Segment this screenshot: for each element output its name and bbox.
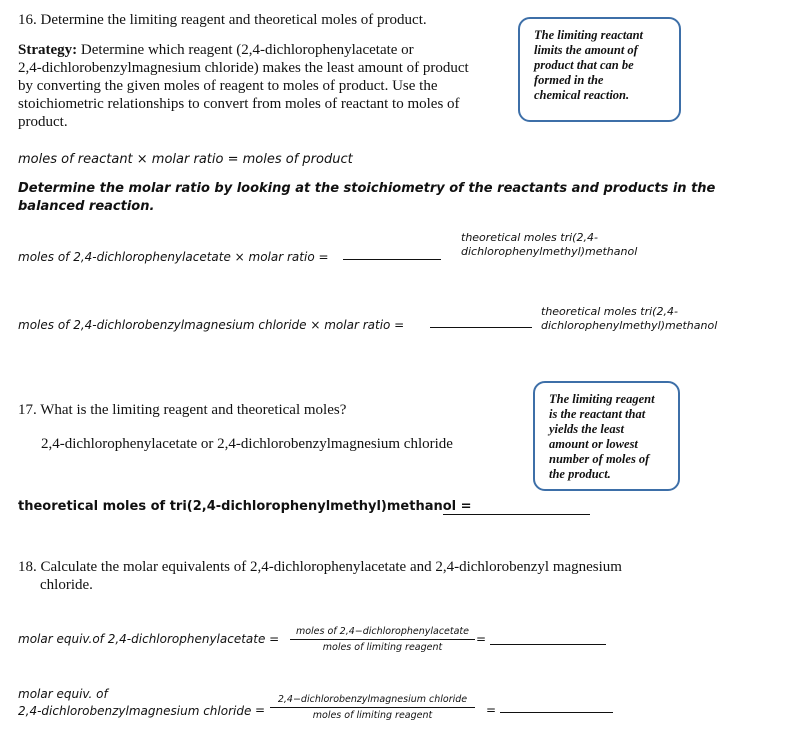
fraction-numerator: moles of 2,4−dichlorophenylacetate	[290, 626, 475, 640]
note-line: The limiting reagent	[549, 392, 655, 406]
q17-choices: 2,4-dichlorophenylacetate or 2,4-dichlorobenzylmagnesium chloride	[41, 436, 453, 452]
q18-title-line: chloride.	[40, 577, 93, 593]
instruction-line: balanced reaction.	[18, 199, 155, 214]
instruction-line: Determine the molar ratio by looking at the stoichiometry of the reactants and products in the	[18, 181, 716, 196]
eq-left-line: 2,4-dichlorobenzylmagnesium chloride	[18, 704, 252, 718]
eq-left-line: molar equiv. of	[18, 687, 108, 701]
q18-eq2-fraction	[270, 694, 475, 721]
note-line: formed in the	[534, 73, 604, 87]
q16-eq2-label	[541, 305, 717, 333]
strategy-label: Strategy:	[18, 42, 78, 58]
note-line: amount or lowest	[549, 437, 638, 451]
fraction-denominator: moles of limiting reagent	[322, 642, 443, 653]
note-line: the product.	[549, 467, 611, 481]
strategy-line: product.	[18, 114, 68, 130]
strategy-line: stoichiometric relationships to convert from moles of reactant to moles of	[18, 96, 460, 112]
q18-eq1-fraction	[290, 626, 475, 653]
strategy-line: Determine which reagent (2,4-dichlorophenylacetate or	[80, 42, 414, 58]
q16-strategy	[18, 41, 508, 131]
q18-title	[18, 558, 768, 594]
fraction-numerator: 2,4−dichlorobenzylmagnesium chloride	[270, 694, 475, 708]
q16-eq1-label	[461, 231, 637, 259]
q18-eq2-answer-blank[interactable]	[500, 712, 613, 713]
q16-eq1-answer-blank[interactable]	[343, 259, 441, 260]
eq-label-line: theoretical moles tri(2,4-	[541, 305, 678, 318]
note-line: yields the least	[549, 422, 624, 436]
note-line: The limiting reactant	[534, 28, 644, 42]
q18-eq2-equals-1: =	[255, 703, 266, 717]
q17-title: 17. What is the limiting reagent and theoretical moles?	[18, 402, 347, 418]
note-line: product that can be	[534, 58, 634, 72]
fraction-denominator: moles of limiting reagent	[312, 710, 433, 721]
q17-theoretical-blank[interactable]	[443, 514, 590, 515]
q18-eq1-left: molar equiv.of 2,4-dichlorophenylacetate =	[18, 632, 280, 646]
q18-eq2-equals-2: =	[486, 703, 497, 717]
note-line: chemical reaction.	[534, 88, 630, 102]
note-line: is the reactant that	[549, 407, 646, 421]
strategy-line: by converting the given moles of reagent to moles of product. Use the	[18, 78, 438, 94]
q16-instruction	[18, 180, 718, 216]
q16-eq1-left: moles of 2,4-dichlorophenylacetate × molar ratio =	[18, 250, 329, 264]
q18-eq1-equals: =	[476, 632, 487, 646]
q16-title: 16. Determine the limiting reagent and theoretical moles of product.	[18, 12, 427, 28]
q18-eq1-answer-blank[interactable]	[490, 644, 606, 645]
q18-title-line: 18. Calculate the molar equivalents of 2,4-dichlorophenylacetate and 2,4-dichlorobenzyl magnesium	[18, 559, 622, 575]
note-line: limits the amount of	[534, 43, 638, 57]
limiting-reactant-note	[518, 17, 681, 122]
limiting-reagent-note	[533, 381, 680, 491]
q16-eq2-left: moles of 2,4-dichlorobenzylmagnesium chloride × molar ratio =	[18, 318, 405, 332]
note-line: number of moles of	[549, 452, 650, 466]
q18-eq2-left	[18, 686, 251, 720]
eq-label-line: dichlorophenylmethyl)methanol	[461, 245, 638, 258]
q17-theoretical-label: theoretical moles of tri(2,4-dichlorophenylmethyl)methanol =	[18, 499, 472, 514]
strategy-line: 2,4-dichlorobenzylmagnesium chloride) makes the least amount of product	[18, 60, 469, 76]
eq-label-line: dichlorophenylmethyl)methanol	[541, 319, 718, 332]
q16-formula: moles of reactant × molar ratio = moles of product	[18, 152, 353, 167]
eq-label-line: theoretical moles tri(2,4-	[461, 231, 598, 244]
q16-eq2-answer-blank[interactable]	[430, 327, 532, 328]
